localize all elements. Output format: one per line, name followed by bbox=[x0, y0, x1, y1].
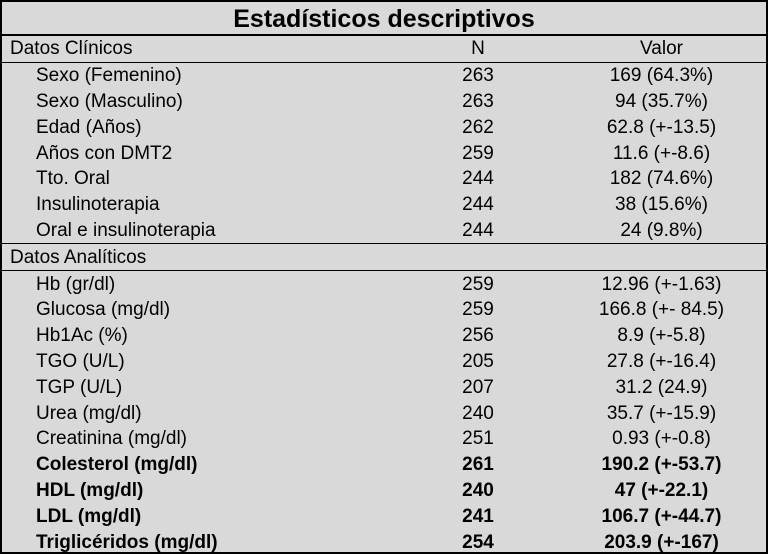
table-row bbox=[2, 166, 766, 192]
row-valor: 166.8 (+- 84.5) bbox=[598, 299, 725, 321]
section-spacer bbox=[399, 244, 557, 271]
row-valor: 169 (64.3%) bbox=[609, 65, 714, 87]
row-n: 259 bbox=[462, 273, 494, 295]
row-n: 205 bbox=[462, 350, 494, 372]
table-row bbox=[2, 114, 766, 140]
row-n: 254 bbox=[462, 531, 494, 553]
row-label: Hb (gr/dl) bbox=[36, 273, 116, 295]
table-row bbox=[2, 140, 766, 166]
column-header-valor: Valor bbox=[557, 36, 766, 62]
row-label: Oral e insulinoterapia bbox=[36, 219, 216, 241]
row-label: HDL (mg/dl) bbox=[36, 479, 144, 501]
row-label: Hb1Ac (%) bbox=[36, 325, 128, 347]
row-label: Urea (mg/dl) bbox=[36, 402, 142, 424]
row-n: 240 bbox=[462, 479, 494, 501]
row-label: Insulinoterapia bbox=[36, 194, 160, 216]
row-n: 244 bbox=[462, 219, 494, 241]
row-n: 251 bbox=[462, 428, 494, 450]
column-header-n: N bbox=[399, 36, 557, 62]
row-label: TGP (U/L) bbox=[36, 376, 123, 398]
row-valor: 182 (74.6%) bbox=[609, 168, 714, 190]
section-analiticos-label: Datos Analíticos bbox=[2, 244, 399, 271]
row-label: Años con DMT2 bbox=[36, 142, 173, 164]
table-row bbox=[2, 89, 766, 115]
table-row bbox=[2, 426, 766, 452]
table-row bbox=[2, 297, 766, 323]
row-label: Colesterol (mg/dl) bbox=[36, 454, 198, 476]
row-label: Edad (Años) bbox=[36, 116, 142, 138]
row-n: 256 bbox=[462, 325, 494, 347]
section-spacer bbox=[557, 244, 766, 271]
row-n: 259 bbox=[462, 142, 494, 164]
table-row bbox=[2, 478, 766, 504]
row-n: 244 bbox=[462, 168, 494, 190]
row-n: 261 bbox=[462, 454, 494, 476]
row-label: Glucosa (mg/dl) bbox=[36, 299, 171, 321]
table-row bbox=[2, 400, 766, 426]
table-row bbox=[2, 452, 766, 478]
row-n: 241 bbox=[462, 505, 494, 527]
table-row bbox=[2, 192, 766, 218]
row-n: 207 bbox=[462, 376, 494, 398]
table-row bbox=[2, 529, 766, 555]
row-valor: 38 (15.6%) bbox=[615, 194, 708, 216]
row-valor: 24 (9.8%) bbox=[620, 219, 703, 241]
row-n: 244 bbox=[462, 194, 494, 216]
row-label: LDL (mg/dl) bbox=[36, 505, 142, 527]
section-clinicos-label: Datos Clínicos bbox=[2, 36, 399, 62]
table-row bbox=[2, 374, 766, 400]
header-row bbox=[2, 36, 766, 62]
row-valor: 94 (35.7%) bbox=[615, 90, 708, 112]
row-label: TGO (U/L) bbox=[36, 350, 125, 372]
row-n: 263 bbox=[462, 90, 494, 112]
row-label: Triglicéridos (mg/dl) bbox=[36, 531, 218, 553]
row-label: Creatinina (mg/dl) bbox=[36, 428, 187, 450]
section-analiticos-row bbox=[2, 244, 766, 271]
table-row bbox=[2, 62, 766, 88]
row-n: 240 bbox=[462, 402, 494, 424]
row-n: 259 bbox=[462, 299, 494, 321]
row-valor: 27.8 (+-16.4) bbox=[606, 350, 717, 372]
row-label: Tto. Oral bbox=[36, 168, 110, 190]
row-valor: 47 (+-22.1) bbox=[614, 479, 709, 501]
row-valor: 0.93 (+-0.8) bbox=[612, 428, 711, 450]
table-row bbox=[2, 271, 766, 297]
stats-grid bbox=[2, 36, 766, 555]
table-row bbox=[2, 349, 766, 375]
table-row bbox=[2, 218, 766, 244]
row-label: Sexo (Masculino) bbox=[36, 90, 183, 112]
table-title: Estadísticos descriptivos bbox=[2, 0, 766, 36]
row-valor: 11.6 (+-8.6) bbox=[612, 142, 711, 164]
row-valor: 35.7 (+-15.9) bbox=[606, 402, 717, 424]
row-label: Sexo (Femenino) bbox=[36, 65, 182, 87]
row-valor: 31.2 (24.9) bbox=[615, 376, 708, 398]
table-row bbox=[2, 503, 766, 529]
row-valor: 190.2 (+-53.7) bbox=[601, 454, 722, 476]
row-n: 263 bbox=[462, 65, 494, 87]
row-valor: 203.9 (+-167) bbox=[604, 531, 719, 553]
row-valor: 8.9 (+-5.8) bbox=[617, 325, 706, 347]
row-valor: 106.7 (+-44.7) bbox=[601, 505, 722, 527]
row-valor: 62.8 (+-13.5) bbox=[606, 116, 717, 138]
row-valor: 12.96 (+-1.63) bbox=[601, 273, 722, 295]
row-n: 262 bbox=[462, 116, 494, 138]
table-row bbox=[2, 323, 766, 349]
